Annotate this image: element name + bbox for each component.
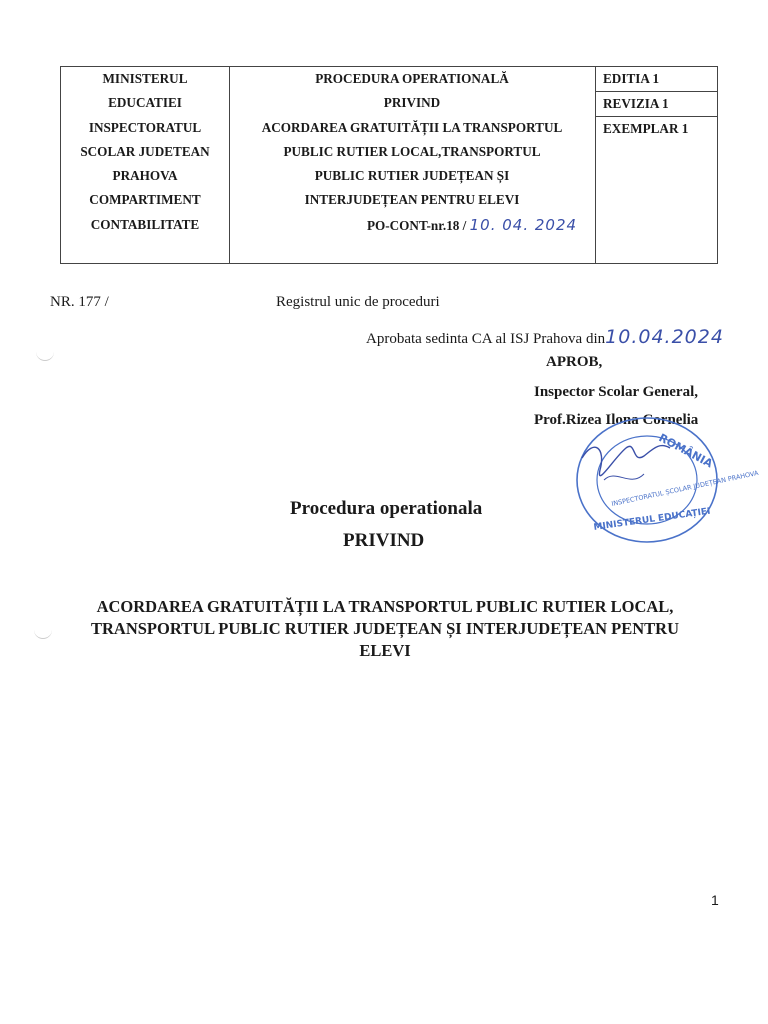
institution-line: INSPECTORATUL (88, 119, 202, 135)
document-title: Procedura operationala (290, 498, 483, 519)
subject-line: TRANSPORTUL PUBLIC RUTIER JUDEȚEAN ȘI INTERJUDEȚEAN PENTRU (90, 619, 680, 638)
approver-role: Inspector Scolar General, (534, 384, 699, 400)
procedure-title-line: ACORDAREA GRATUITĂȚII LA TRANSPORTUL (261, 119, 563, 135)
header-title-cell (229, 67, 596, 263)
procedure-title-line: PUBLIC RUTIER LOCAL,TRANSPORTUL (283, 143, 541, 159)
procedure-code-label: PO-CONT-nr.18 / (366, 217, 467, 233)
institution-line: CONTABILITATE (90, 216, 200, 232)
edition-label: EDITIA 1 (595, 67, 717, 92)
header-institution-cell (61, 67, 230, 263)
approval-date: 10.04.2024 (605, 326, 724, 348)
stamp-outer-text: ROMÂNIA (656, 431, 715, 471)
institution-line: COMPARTIMENT (89, 192, 201, 208)
document-subtitle: PRIVIND (343, 530, 425, 551)
signature-mark (604, 474, 644, 480)
procedure-title-line: PUBLIC RUTIER JUDEȚEAN ȘI (314, 168, 510, 184)
revision-label: REVIZIA 1 (595, 92, 717, 117)
procedure-title-line: PROCEDURA OPERATIONALĂ (315, 71, 509, 86)
procedure-title-line: INTERJUDEȚEAN PENTRU ELEVI (304, 192, 520, 208)
institution-line: PRAHOVA (112, 168, 178, 184)
approval-text: Aprobata sedinta CA al ISJ Prahova din (366, 331, 606, 347)
subject-line: ELEVI (359, 641, 411, 660)
page-number: 1 (711, 892, 719, 908)
subject-line: ACORDAREA GRATUITĂȚII LA TRANSPORTUL PUBLIC RUTIER LOCAL, (96, 597, 674, 616)
document-subject (40, 596, 730, 662)
stamp-inner-text: INSPECTORATUL ȘCOLAR JUDEȚEAN PRAHOVA (610, 468, 760, 508)
institution-line: SCOLAR JUDETEAN (80, 143, 210, 159)
procedure-code (229, 213, 595, 238)
approve-heading: APROB, (546, 354, 603, 370)
procedure-code-date: 10. 04. 2024 (469, 215, 578, 234)
institution-line: MINISTERUL (102, 71, 188, 86)
stamp-ring-text: MINISTERUL EDUCAȚIEI (593, 506, 712, 533)
copy-label: EXEMPLAR 1 (603, 121, 689, 136)
approver-name: Prof.Rizea Ilona Cornelia (534, 412, 699, 428)
header-table (60, 66, 718, 264)
official-stamp (574, 418, 760, 548)
registration-number: NR. 177 / (50, 294, 109, 310)
punch-hole-mark (36, 352, 54, 361)
header-version-cell (595, 67, 717, 263)
procedure-title-line: PRIVIND (383, 95, 441, 111)
signature-mark (582, 446, 670, 476)
approval-statement (366, 326, 724, 348)
institution-line: EDUCATIEI (108, 95, 182, 111)
registry-label: Registrul unic de proceduri (276, 294, 440, 310)
